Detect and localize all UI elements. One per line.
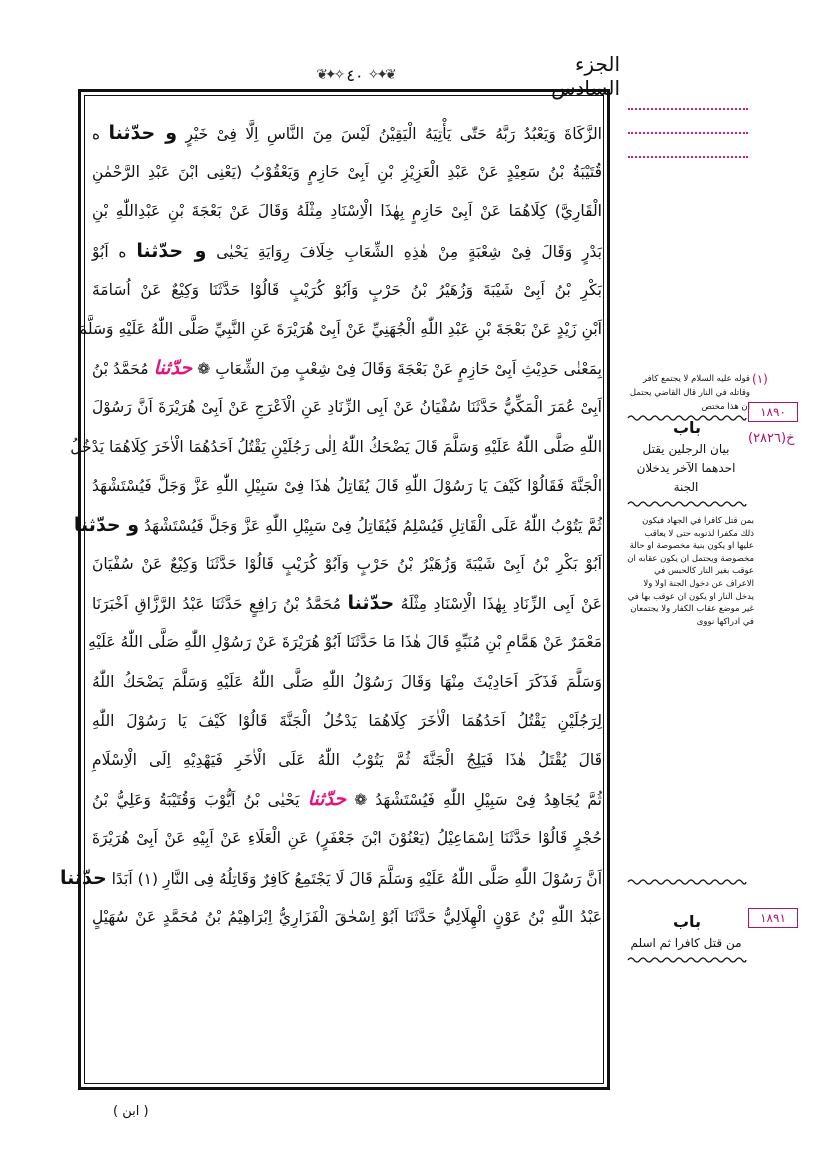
text-segment: حُجْرٍ قَالُوْا حَدَّثَنَا اِسْمَاعِيْلُ (يَعْنُوْنَ ابْنَ جَعْفَرٍ) عَنِ الْعَلَاءِ عَنْ اَبِيْهِ عَنْ اَبِىْ هُرَيْرَةَ [92, 829, 602, 848]
page-number-value: ٤٠ [346, 65, 364, 85]
ornament-right: ✧✦❦ [367, 67, 394, 83]
text-line [92, 467, 602, 506]
text-line [59, 859, 602, 898]
bab-heading-2: باب [672, 912, 702, 931]
text-line [70, 428, 602, 467]
text-segment: مُحَمَّدُ بْنُ رَافِعٍ حَدَّثَنَا عَبْدُ الرَّزَّاقِ اَخْبَرَنَا [92, 595, 341, 614]
text-segment: اللّٰهِ صَلَّى اللّٰهُ عَلَيْهِ وَسَلَّمَ قَالَ يَضْحَكُ اللّٰهُ اِلٰى رَجُلَيْنِ يَقْتُلُ اَحَدُهُمَا الْاٰخَرَ كِلَاهُمَا يَدْخُلُ [70, 437, 602, 456]
text-segment: الْقَارِيَّ) كِلَاهُمَا عَنْ اَبِىْ حَازِمٍ بِهٰذَا الْاِسْنَادِ مِثْلَهُ وَقَالَ عَنْ بَعْجَةَ بْنِ عَبْدِاللّٰهِ بْنِ [92, 202, 602, 221]
text-line [92, 388, 602, 427]
text-segment: بَدْرٍ وَقَالَ فِىْ شِعْبَةٍ مِنْ هٰذِهِ الشِّعَابِ خِلَافَ رِوَايَةِ يَحْيٰى [216, 242, 602, 261]
hadith-number-2: ١٨٩١ [748, 908, 798, 928]
wavy-divider [628, 500, 746, 508]
footnote-number: (١) [752, 372, 768, 386]
dotted-rule [628, 132, 748, 134]
text-segment: ه اَبُوْ [92, 242, 127, 261]
text-segment: بَكْرِ بْنُ اَبِىْ شَيْبَةَ وَزُهَيْرُ بْنُ حَرْبٍ وَاَبُوْ كُرَيْبٍ قَالُوْا حَدَّثَنَا وَكِيْعٌ عَنْ اُسَامَةَ [92, 280, 602, 299]
text-line [92, 192, 602, 231]
text-segment: اَنَّ رَسُوْلَ اللّٰهِ صَلَّى اللّٰهُ عَلَيْهِ وَسَلَّمَ قَالَ لَا يَجْتَمِعُ كَافِرٌ وَقَاتِلُهُ فِى النَّارِ (١) اَبَدًا [111, 869, 602, 888]
haddathana-marker: حدّثنا [153, 357, 193, 380]
text-line [92, 663, 602, 702]
ornament-left: ❦✦✧ [316, 67, 343, 83]
page-number [300, 62, 410, 88]
text-line [92, 153, 602, 192]
hadith-number-1: ١٨٩٠ [748, 402, 798, 422]
text-segment: الزَّكَاةَ وَيَعْبُدُ رَبَّهُ حَتّٰی يَأْتِيَهُ الْيَقِيْنُ لَيْسَ مِنَ النَّاسِ اِلَّا فِىْ خَيْرٍ [185, 125, 602, 143]
text-line [92, 702, 602, 741]
text-segment: ه [92, 125, 101, 143]
text-segment: يَحْيٰى بْنُ اَيُّوْبَ وَقُتَيْبَةُ وَعَلِيُّ بْنُ [92, 791, 300, 810]
haddathana-marker: و حدّثنا [136, 239, 207, 262]
haddathana-marker: حدّثنا [59, 866, 107, 889]
text-segment: ثُمَّ يَتُوْبُ اللّٰهُ عَلَى الْقَاتِلِ فَيُسْلِمُ فَيُقَاتِلُ فِىْ سَبِيْلِ اللّٰهِ عَزَّ وَجَلَّ فَيُسْتَشْهَدُ [143, 516, 602, 535]
catchword: ( ابن ) [113, 1104, 149, 1119]
text-segment: ثُمَّ يُجَاهِدُ فِىْ سَبِيْلِ اللّٰهِ فَيُسْتَشْهَدُ ❁ [354, 791, 602, 810]
footnote-text: قوله عليه السلام لا يجتمع كافر وقاتله في النار قال القاضي يحتمل ان هذا مختص [629, 374, 750, 412]
text-segment: وَسَلَّمَ فَذَكَرَ اَحَادِيْثَ مِنْهَا وَقَالَ رَسُوْلُ اللّٰهِ صَلَّى اللّٰهُ عَلَيْهِ وَسَلَّمَ يَضْحَكُ اللّٰهُ [92, 672, 602, 691]
haddathana-marker: و حدّثنا [108, 122, 178, 144]
text-segment: مَعْمَرٌ عَنْ هَمَّامِ بْنِ مُنَبِّهٍ قَالَ هٰذَا مَا حَدَّثَنَا اَبُوْ هُرَيْرَةَ عَنْ رَسُوْلِ اللّٰهِ صَلَّى اللّٰهُ عَلَيْهِ [88, 633, 602, 652]
text-segment: اَبِىْ عُمَرَ الْمَكِّيُّ حَدَّثَنَا سُفْيَانُ عَنْ اَبِى الزِّنَادِ عَنِ الْاَعْرَجِ عَنْ اَبِىْ هُرَيْرَةَ اَنَّ رَسُوْلَ [92, 398, 602, 417]
dotted-rule [628, 108, 748, 110]
text-segment: قُتَيْبَةُ بْنُ سَعِيْدٍ عَنْ عَبْدِ الْعَزِيْزِ بْنِ اَبِىْ حَازِمٍ وَيَعْقُوْبُ (يَعْنِى ابْنَ عَبْدِ الرَّحْمٰنِ [92, 163, 602, 182]
text-segment: قَالَ يُقْتَلُ هٰذَا فَيَلِجُ الْجَنَّةَ ثُمَّ يَتُوْبُ اللّٰهُ عَلَى الْاٰخَرِ فَيَهْدِيْهِ اِلَى الْاِسْلَامِ [92, 751, 602, 769]
juz-title: الجزء السادس [551, 52, 620, 100]
hadith-alt-number-1: خ(٢٨٢٦) [748, 431, 795, 446]
wavy-divider [628, 878, 746, 886]
bab-title-2: من قتل كافرا ثم اسلم [630, 936, 742, 950]
text-line [92, 349, 602, 388]
hadith-text [59, 114, 602, 937]
text-segment: عَنْ اَبِى الزِّنَادِ بِهٰذَا الْاِسْنَادِ مِثْلَهُ [400, 595, 602, 614]
text-line [73, 506, 602, 545]
haddathana-marker: و حدّثنا [73, 513, 140, 536]
text-segment: بِمَعْنٰى حَدِيْثِ اَبِىْ حَازِمٍ عَنْ بَعْجَةَ وَقَالَ فِىْ شِعْبٍ مِنَ الشِّعَابِ ❁ [197, 360, 602, 379]
text-segment: اَبْنِ زَيْدٍ عَنْ بَعْجَةَ بْنِ عَبْدِ اللّٰهِ الْجُهَنِيِّ عَنْ اَبِىْ هُرَيْرَةَ عَنِ النَّبِيِّ صَلَّى اللّٰهُ عَلَيْهِ وَسَلَّمَ [77, 319, 602, 338]
text-line [92, 584, 602, 623]
haddathana-marker: حدّثنا [307, 788, 347, 811]
wavy-divider [628, 956, 746, 964]
text-line [92, 741, 602, 780]
bab-title-1: بيان الرجلين يقتل احدهما الآخر يدخلان الجنة [636, 442, 736, 494]
text-line [92, 271, 602, 310]
text-segment: اَبُوْ بَكْرِ بْنُ اَبِىْ شَيْبَةَ وَزُهَيْرُ بْنُ حَرْبٍ وَاَبُوْ كُرَيْبٍ قَالُوْا حَدَّثَنَا وَكِيْعٌ عَنْ سُفْيَانَ [92, 555, 602, 574]
text-line [92, 232, 602, 271]
text-segment: عَبْدُ اللّٰهِ بْنُ عَوْنٍ الْهِلَالِيُّ حَدَّثَنَا اَبُوْ اِسْحٰقَ الْفَزَارِيُّ اِبْرَاهِيْمُ بْنُ مُحَمَّدٍ عَنْ سُهَيْلٍ [92, 907, 602, 926]
text-line [77, 310, 602, 349]
text-line [92, 545, 602, 584]
text-line [92, 780, 602, 819]
commentary-text: بمن قتل كافرا في الجهاد فيكون ذلك مكفرا لذنوبه حتى لا يعاقب عليها او يكون بنية مخصوصة او حالة مخصوصة ويحتمل ان يكون عقابه ان عوقب بغير النار كالحبس في الاعراف عن دخول الجنة اولا ولا يدخل النار او يكون ان عوقب بها في غير موضع عقاب الكفار ولا يجتمعان في ادراكها نووى [627, 516, 754, 627]
text-segment: مُحَمَّدُ بْنُ [92, 360, 149, 379]
text-line [92, 898, 602, 937]
text-line [92, 114, 602, 153]
haddathana-marker: حدّثنا [347, 592, 395, 615]
text-segment: الْجَنَّةَ فَقَالُوْا كَيْفَ يَا رَسُوْلَ اللّٰهِ قَالَ يُقَاتِلُ هٰذَا فِىْ سَبِيْلِ اللّٰهِ عَزَّ وَجَلَّ فَيُسْتَشْهَدُ [92, 476, 602, 495]
text-line [88, 623, 602, 662]
dotted-rule [628, 156, 748, 158]
text-line [92, 819, 602, 858]
bab-heading-1: باب [672, 418, 702, 437]
text-segment: لِرَجُلَيْنِ يَقْتُلُ اَحَدُهُمَا الْاٰخَرَ كِلَاهُمَا يَدْخُلُ الْجَنَّةَ قَالُوْا كَيْفَ يَا رَسُوْلَ اللّٰهِ [92, 711, 602, 730]
